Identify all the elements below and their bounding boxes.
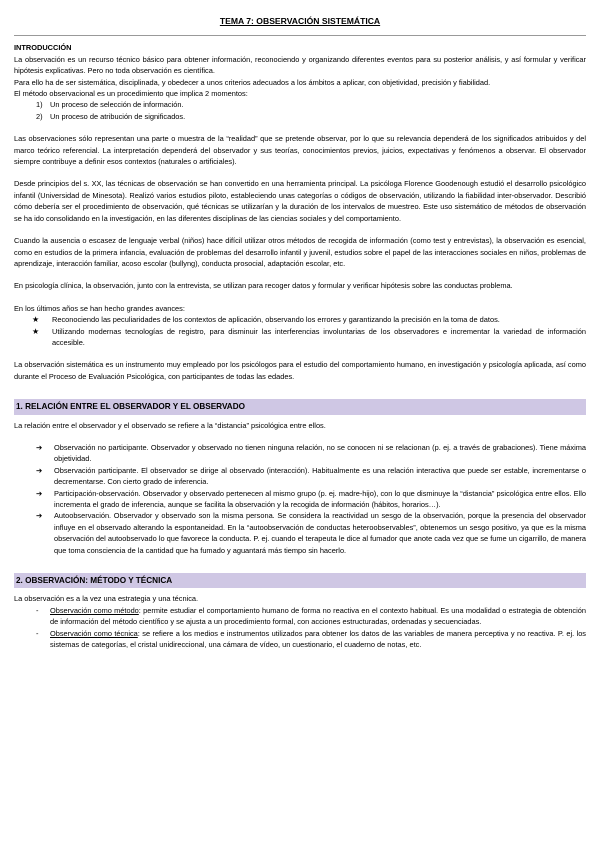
star-bullet-icon: ★ (32, 315, 40, 325)
dash-bullet: - (36, 605, 39, 615)
advance-item: ★ Utilizando modernas tecnologías de registro, para disminuir las interferencias involuntarias de los observadores e incrementar la variedad de información accesible. (32, 326, 586, 347)
arrow-bullet-icon: ➔ (36, 442, 43, 452)
arrow-bullet-icon: ➔ (36, 488, 43, 498)
relation-item: ➔ Observación no participante. Observador y observado no tienen ninguna relación, no se conocen ni se relacionan (p. ej. a través de grabaciones). Tiene máxima objetividad. (36, 442, 586, 464)
relation-item: ➔ Autoobservación. Observador y observado son la misma persona. Se considera la reactividad un sesgo de la observación, porque la presencia del observador influye en el observado alterando la espontaneidad. En la “autoobservación de conductas heteroobservables”, obtenemos un sesgo positivo, ya que es la misma observación del autoobservado lo que favorece la conducta. P. ej. cuando el terapeuta le dice al fumador que anote cada vez que se fume un cigarrillo, de manera que toma consciencia de la cantidad que ha fumado y aguantará más tiempo sin hacerlo. (36, 511, 586, 555)
intro-paragraph-6: Cuando la ausencia o escasez de lenguaje verbal (niños) hace difícil utilizar otros métodos de recogida de información (como test y entrevistas), la observación es esencial, como en estudios de la primera infancia, evaluación de problemas del desarrollo infantil y juvenil, estudios sobre el papel de las interacciones sociales en niños, problemas de aprendizaje, interacción familiar, acoso escolar (bullyng), conducta prosocial, adaptación escolar, etc. (14, 236, 586, 268)
intro-paragraph-9: La observación sistemática es un instrumento muy empleado por los psicólogos para el estudio del comportamiento humano, en investigación y psicología aplicada, así como durante el Proceso de Evaluación Psicológica, con participantes de todas las edades. (14, 360, 586, 381)
moments-list (14, 99, 586, 122)
section-2-intro: La observación es a la vez una estrategia y una técnica. (14, 594, 199, 604)
dash-bullet: - (36, 628, 39, 638)
relation-item: ➔ Observación participante. El observador se dirige al observado (interacción). Habitualmente es una relación interactiva que puede ser estable, incrementarse o decrementarse. Con cierto grado de inferencia. (36, 465, 586, 487)
intro-paragraph-4: Las observaciones sólo representan una parte o muestra de la “realidad” que se pretende observar, por lo que su relevancia dependerá de los significados atribuidos y del marco teórico referencial. La interpretación dependerá del observador y sus teorías, conocimientos previos, juicios, expectativas y fenómenos a observar. El observador siempre contribuye a definir esos contextos (naturales o artificiales). (14, 134, 586, 167)
moment-text: Un proceso de selección de información. (50, 100, 184, 110)
section-2-heading: 2. OBSERVACIÓN: MÉTODO Y TÉCNICA (14, 573, 586, 588)
relation-item: ➔ Participación-observación. Observador y observado pertenecen al mismo grupo (p. ej. madre-hijo), con lo que disminuye la “distancia” psicológica entre ellos. Ello incrementa el grado de inferencia, aunque se facilita la observación y la recogida de información (hábitos, horarios…). (36, 488, 586, 509)
intro-paragraph-1: La observación es un recurso técnico básico para obtener información, reconociendo y organizando diferentes eventos para su posterior análisis, y así formular y verificar hipótesis explicativas. Pero no toda observación es científica. (14, 54, 586, 76)
document-title: TEMA 7: OBSERVACIÓN SISTEMÁTICA (219, 16, 381, 26)
intro-paragraph-8: En los últimos años se han hecho grandes avances: (14, 303, 185, 313)
moment-text: Un proceso de atribución de significados. (50, 111, 186, 121)
intro-paragraph-2: Para ello ha de ser sistemática, disciplinada, y obedecer a unos criterios adecuados a los ámbitos a aplicar, con objetividad, precisión y fiabilidad. (14, 77, 491, 87)
technique-item: - Observación como técnica: se refiere a los medios e instrumentos utilizados para obtener los datos de las variables de manera perceptiva y no reactiva. P. ej. los sistemas de categorías, el cristal unidireccional, una cámara de vídeo, un cuestionario, el cuaderno de notas, etc. (36, 628, 587, 650)
intro-paragraph-5: Desde principios del s. XX, las técnicas de observación se han convertido en una herramienta principal. La psicóloga Florence Goodenough estudió el desarrollo psicológico infantil (Universidad de Minesota). Realizó varios estudios piloto, estableciendo unas categorías o códigos de observación, utilizando la fiabilidad inter-observador. Describió cómo debería ser el procedimiento de observación, qué técnicas se utilizarían y la duración de los intervalos de muestreo. Este uso sistemático de métodos de observación se ha ido consolidando en la investigación, en las diferentes disciplinas de las ciencias sociales y del comportamiento. (14, 179, 586, 223)
section-1-heading: 1. RELACIÓN ENTRE EL OBSERVADOR Y EL OBSERVADO (14, 399, 586, 414)
intro-paragraph-7: En psicología clínica, la observación, junto con la entrevista, se utilizan para recoger datos y formular y verificar hipótesis sobre las conductas problema. (14, 281, 513, 291)
advances-list (14, 314, 586, 348)
moment-item (36, 99, 586, 110)
intro-paragraph-3: El método observacional es un procedimiento que implica 2 momentos: (14, 89, 248, 99)
moment-number: 1) (36, 100, 43, 110)
star-bullet-icon: ★ (32, 326, 40, 336)
moment-number: 2) (36, 111, 43, 121)
title-divider (14, 35, 586, 36)
method-term: Observación como método (50, 605, 139, 615)
advance-item: ★ Reconociendo las peculiaridades de los contextos de aplicación, observando los errores y garantizando la precisión en la toma de datos. (32, 315, 500, 325)
arrow-bullet-icon: ➔ (36, 511, 43, 521)
intro-heading: INTRODUCCIÓN (14, 43, 72, 53)
arrow-bullet-icon: ➔ (36, 465, 43, 475)
moment-item (36, 111, 586, 122)
method-item: - Observación como método: permite estudiar el comportamiento humano de forma no reactiva en el contexto habitual. Es una modalidad o estrategia de obtención de información del método científico y se ajusta a un procedimiento formal, con acciones estructuradas, ordenadas y secuenciadas. (36, 605, 586, 627)
relation-list (14, 442, 586, 556)
section-1-intro: La relación entre el observador y el observado se refiere a la “distancia” psicológica entre ellos. (14, 420, 326, 430)
technique-term: Observación como técnica (50, 628, 138, 638)
method-technique-list (14, 605, 586, 651)
